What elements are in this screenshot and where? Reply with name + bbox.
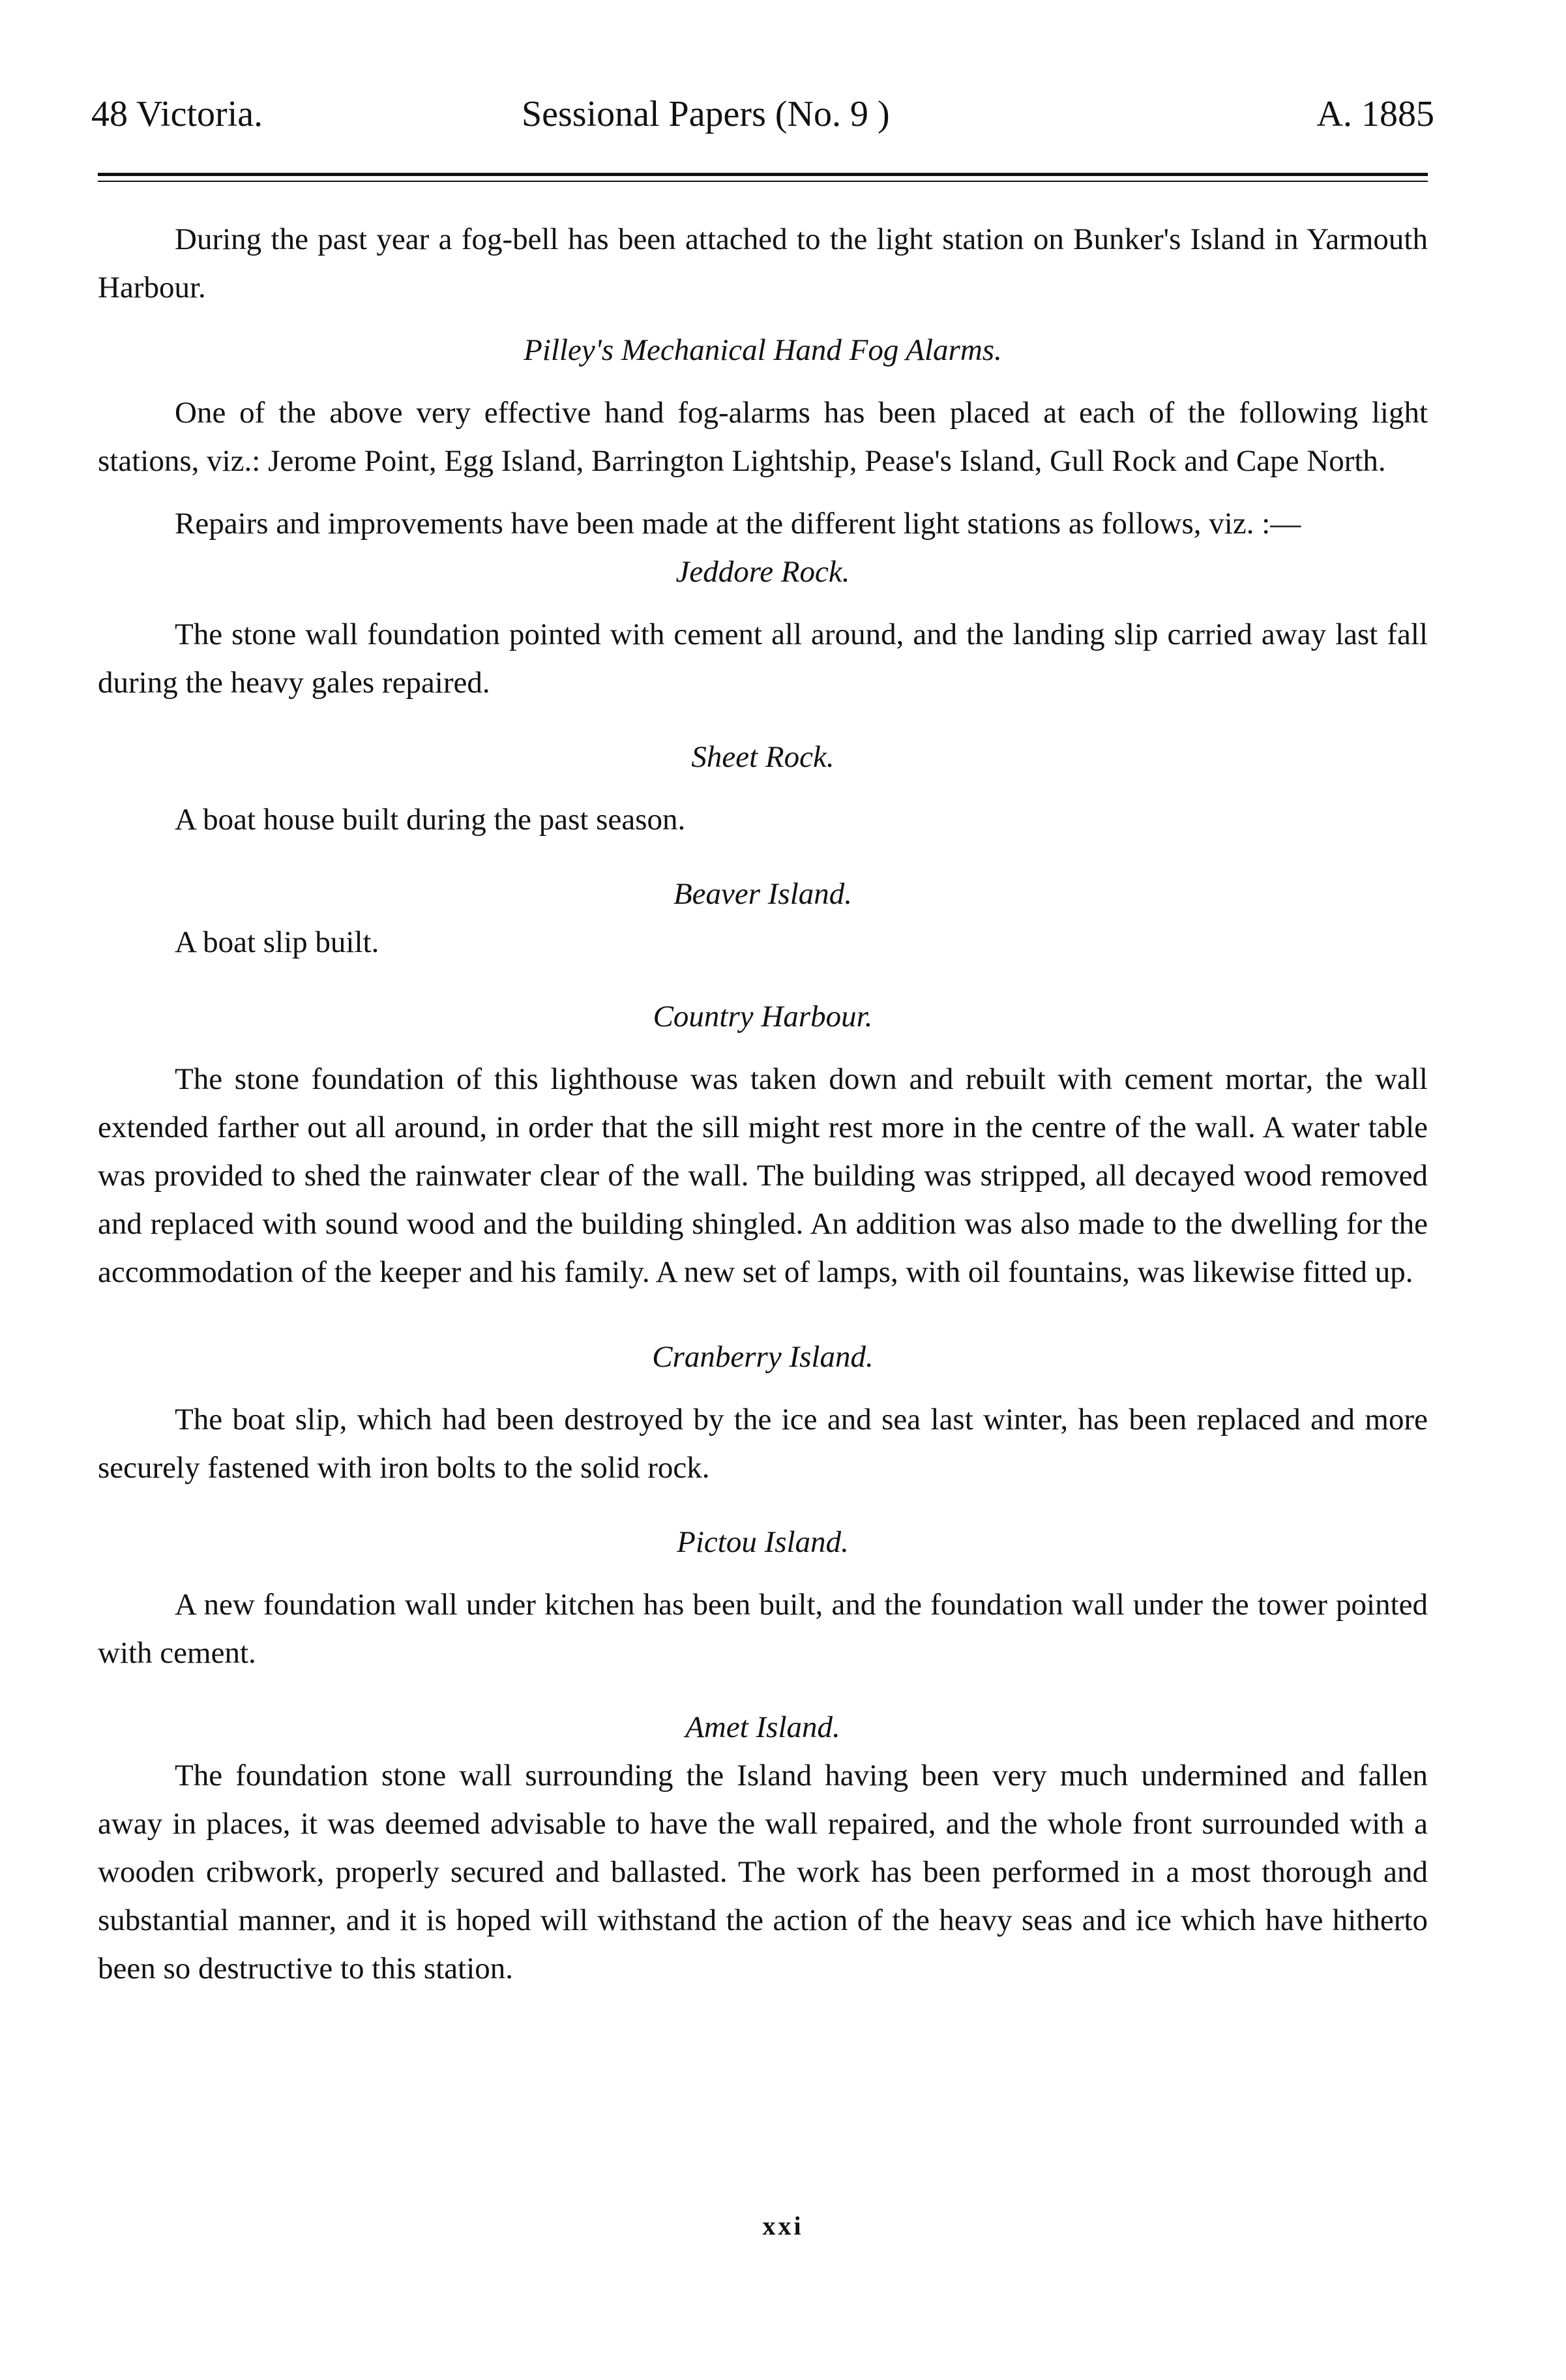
header-rule-thick: [98, 173, 1428, 176]
heading-pilley-fog-alarms: Pilley's Mechanical Hand Fog Alarms.: [524, 333, 1002, 367]
heading-country-harbour: Country Harbour.: [653, 1000, 873, 1034]
paragraph-repairs-intro: Repairs and improvements have been made at the different light stations as follows, viz. :—: [175, 507, 1301, 541]
paragraph-jeddore-rock: The stone wall foundation pointed with cement all around, and the landing slip carried away last fall during the heavy gales repaired.: [98, 617, 1428, 700]
heading-amet-island: Amet Island.: [685, 1710, 840, 1744]
heading-beaver-island: Beaver Island.: [673, 877, 853, 911]
paragraph-pictou-island: A new foundation wall under kitchen has been built, and the foundation wall under the tower pointed with cement.: [98, 1588, 1428, 1670]
paragraph-sheet-rock: A boat house built during the past season.: [175, 803, 686, 837]
page-folio: xxi: [762, 2211, 804, 2240]
heading-jeddore-rock: Jeddore Rock.: [675, 555, 850, 589]
paragraph-country-harbour: The stone foundation of this lighthouse was taken down and rebuilt with cement mortar, the wall extended farther out all around, in order that the sill might rest more in the centre of the wall. A water table was provided to shed the rainwater clear of the wall. The building was stripped, all decayed wood removed and replaced with sound wood and the building shingled. An addition was also made to the dwelling for the accommodation of the keeper and his family. A new set of lamps, with oil fountains, was likewise fitted up.: [98, 1062, 1428, 1289]
running-header: [91, 88, 1434, 140]
header-volume: 48 Victoria.: [91, 94, 263, 134]
header-rule-thin: [98, 181, 1428, 182]
heading-sheet-rock: Sheet Rock.: [691, 740, 835, 774]
paragraph-fog-bell: During the past year a fog-bell has been attached to the light station on Bunker's Island in Yarmouth Harbour.: [98, 222, 1428, 305]
paragraph-beaver-island: A boat slip built.: [175, 925, 379, 959]
heading-cranberry-island: Cranberry Island.: [652, 1340, 874, 1374]
header-year: A. 1885: [1316, 94, 1434, 134]
heading-pictou-island: Pictou Island.: [677, 1525, 849, 1559]
header-title: Sessional Papers (No. 9 ): [522, 94, 890, 134]
paragraph-cranberry-island: The boat slip, which had been destroyed by the ice and sea last winter, has been replaced and more securely fastened with iron bolts to the solid rock.: [98, 1403, 1428, 1485]
body-text: [98, 215, 1428, 1993]
paragraph-fog-alarms: One of the above very effective hand fog-alarms has been placed at each of the following light stations, viz.: Jerome Point, Egg Island, Barrington Lightship, Pease's Island, Gull Rock and Cape North.: [98, 396, 1428, 478]
paragraph-amet-island: The foundation stone wall surrounding the Island having been very much undermined and fallen away in places, it was deemed advisable to have the wall repaired, and the whole front surrounded with a wooden cribwork, properly secured and ballasted. The work has been performed in a most thorough and substantial manner, and it is hoped will withstand the action of the heavy seas and ice which have hitherto been so destructive to this station.: [98, 1759, 1428, 1986]
